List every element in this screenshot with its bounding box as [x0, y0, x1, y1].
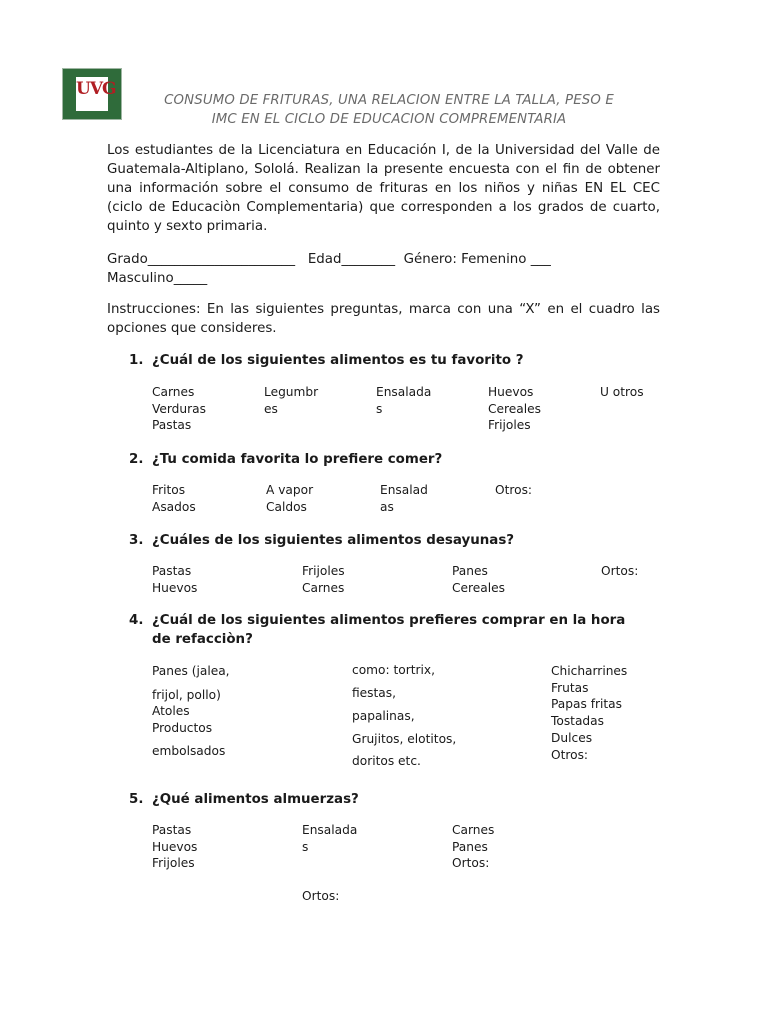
q4-option-line: doritos etc.	[352, 754, 421, 768]
q4-option-line: frijol, pollo)	[152, 688, 221, 702]
question-1	[129, 351, 524, 370]
form-line-masculino: Masculino_____	[107, 271, 208, 286]
q4-option-column: Chicharrines Frutas Papas fritas Tostadas Dulces Otros:	[551, 664, 628, 762]
q1-option-column: U otros	[600, 385, 644, 399]
q4-option-line: embolsados	[152, 744, 226, 758]
q2-option-column: Fritos Asados	[152, 483, 196, 514]
q3-option-column: Ortos:	[601, 564, 639, 578]
q4-option-line: Atoles	[152, 704, 190, 718]
question-5	[129, 790, 359, 809]
question-number: 1.	[129, 353, 144, 368]
university-logo: UVG	[62, 68, 122, 120]
q3-option-column: Pastas Huevos	[152, 564, 198, 595]
q4-option-line: como: tortrix,	[352, 663, 435, 677]
question-number: 3.	[129, 533, 144, 548]
form-line-grado-edad-genero: Grado______________________ Edad________ Género: Femenino ___	[107, 252, 551, 267]
question-text: ¿Cuál de los siguientes alimentos prefieres comprar en la hora	[152, 613, 626, 628]
intro-paragraph: Los estudiantes de la Licenciatura en Educación I, de la Universidad del Valle de Guatemala-Altiplano, Sololá. Realizan la presente encuesta con el fin de obtener una información sobre el consumo de frituras en los niños y niñas EN EL CEC (ciclo de Educaciòn Complementaria) que corresponden a los grados de cuarto, quinto y sexto primaria.	[107, 143, 660, 234]
q1-option-column: Legumbr es	[264, 385, 319, 416]
q5-option-column: Pastas Huevos Frijoles	[152, 823, 198, 871]
question-text: ¿Cuál de los siguientes alimentos es tu favorito ?	[152, 353, 524, 368]
q2-option-column: Ensalad as	[380, 483, 428, 514]
q1-option-column: Carnes Verduras Pastas	[152, 385, 206, 433]
q4-option-line: Grujitos, elotitos,	[352, 732, 457, 746]
q3-option-column: Frijoles Carnes	[302, 564, 345, 595]
question-text: ¿Tu comida favorita lo prefiere comer?	[152, 452, 443, 467]
q4-option-line: Panes (jalea,	[152, 664, 230, 678]
q3-option-column: Panes Cereales	[452, 564, 505, 595]
question-number: 5.	[129, 792, 144, 807]
q5-option-column: Ensalada s	[302, 823, 358, 854]
question-3	[129, 531, 514, 550]
q4-option-line: fiestas,	[352, 686, 396, 700]
q4-option-line: papalinas,	[352, 709, 415, 723]
q5-option-column: Carnes Panes Ortos:	[452, 823, 495, 871]
document-title-line-1: CONSUMO DE FRITURAS, UNA RELACION ENTRE LA TALLA, PESO E	[164, 93, 614, 108]
q1-option-column: Huevos Cereales Frijoles	[488, 385, 541, 433]
question-2	[129, 450, 442, 469]
document-title-line-2: IMC EN EL CICLO DE EDUCACION COMPREMENTARIA	[211, 112, 567, 127]
question-text: ¿Qué alimentos almuerzas?	[152, 792, 359, 807]
q2-option-column: A vapor Caldos	[266, 483, 314, 514]
question-4	[129, 611, 625, 630]
question-number: 4.	[129, 613, 144, 628]
q5-option-extra: Ortos:	[302, 889, 340, 903]
q1-option-column: Ensalada s	[376, 385, 432, 416]
question-4-continued: de refacciòn?	[152, 632, 253, 647]
instructions: Instrucciones: En las siguientes preguntas, marca con una “X” en el cuadro las opciones que consideres.	[107, 302, 660, 336]
question-text: ¿Cuáles de los siguientes alimentos desayunas?	[152, 533, 515, 548]
q4-option-line: Productos	[152, 721, 213, 735]
q2-option-column: Otros:	[495, 483, 533, 497]
question-number: 2.	[129, 452, 144, 467]
